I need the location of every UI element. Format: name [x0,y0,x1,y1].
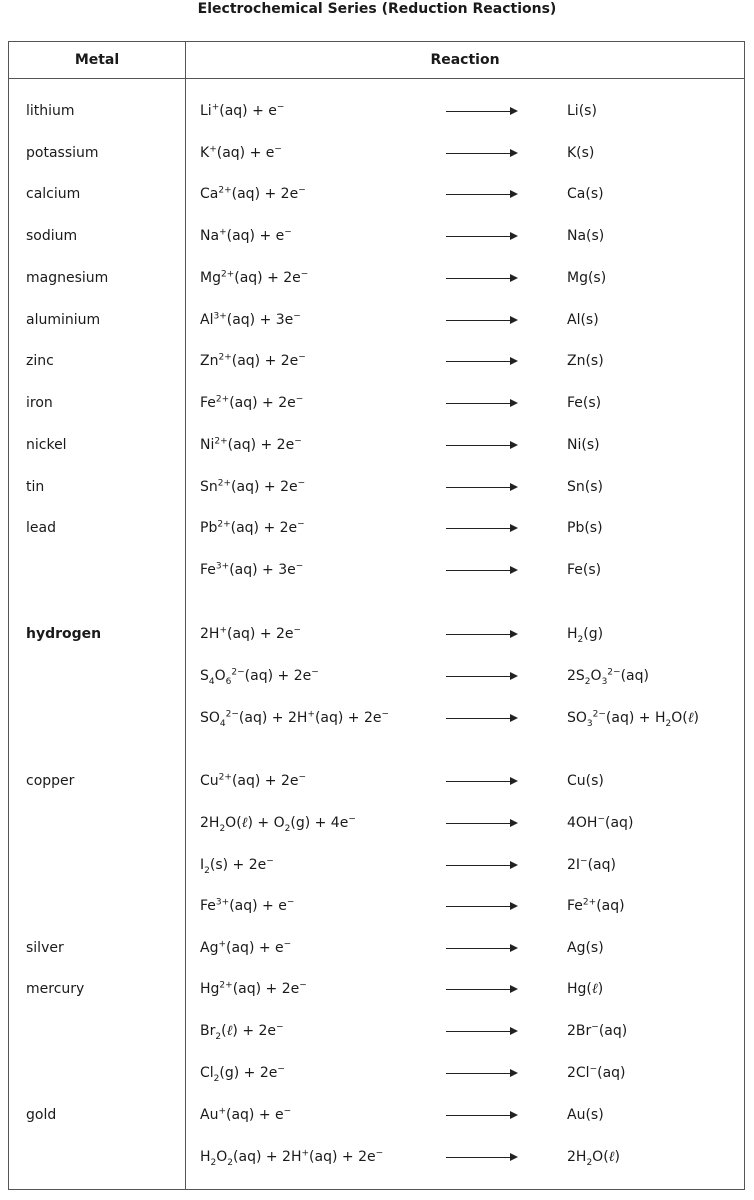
reaction-product: $2S_2O_3^{2-}(aq)$ [567,667,649,687]
reaction-arrow-icon [446,516,518,540]
table-row [9,1103,744,1127]
table-row [9,1145,744,1169]
table-row [9,811,744,835]
reaction-arrow-icon [446,349,518,373]
table-row [9,664,744,688]
reaction-arrow-icon [446,977,518,1001]
reaction-product: Ag(s) [567,940,604,956]
metal-name: copper [26,773,75,789]
table-row [9,853,744,877]
reaction-reactants: $2H_2O(\ell) + O_2(g) + 4e^-$ [200,814,356,834]
reaction-product: $2H_2O(\ell)$ [567,1149,620,1168]
reaction-product: Ca(s) [567,186,604,202]
reaction-product: Mg(s) [567,270,607,286]
reaction-arrow-icon [446,475,518,499]
reaction-arrow-icon [446,853,518,877]
table-row [9,1019,744,1043]
reaction-arrow-icon [446,1145,518,1169]
table-row [9,182,744,206]
metal-column-header: Metal [74,52,120,68]
reaction-product: Au(s) [567,1107,604,1123]
reaction-product: 2Cl−(aq) [567,1064,626,1081]
reaction-reactants: $Mg^{2+}(aq) + 2e^-$ [200,269,309,286]
reaction-reactants: $Hg^{2+}(aq) + 2e^-$ [200,980,307,997]
table-row [9,706,744,730]
reaction-product: Cu(s) [567,773,604,789]
reaction-product: K(s) [567,145,595,161]
reaction-reactants: $S_4O_6^{2-}(aq) + 2e^-$ [200,667,319,687]
reaction-product: Ni(s) [567,437,600,453]
reaction-arrow-icon [446,894,518,918]
reaction-arrow-icon [446,1103,518,1127]
reaction-arrow-icon [446,664,518,688]
reaction-arrow-icon [446,811,518,835]
table-row [9,99,744,123]
reaction-reactants: $Fe^{3+}(aq) + 3e^-$ [200,561,304,578]
reaction-product: 2I−(aq) [567,856,616,873]
page-title: Electrochemical Series (Reduction Reactions) [197,1,557,17]
table-row [9,433,744,457]
table-row [9,141,744,165]
metal-name: magnesium [26,270,109,286]
table-row [9,1061,744,1085]
metal-name: zinc [26,353,54,369]
reaction-reactants: K+(aq) + e− [200,144,282,161]
reaction-product: Fe(s) [567,395,602,411]
reaction-arrow-icon [446,391,518,415]
metal-name: sodium [26,228,78,244]
reaction-reactants: $Fe^{3+}(aq) + e^-$ [200,897,295,914]
metal-name: mercury [26,981,85,997]
table-row [9,391,744,415]
metal-name: silver [26,940,64,956]
reaction-product: Li(s) [567,103,597,119]
reaction-reactants: $Ca^{2+}(aq) + 2e^-$ [200,185,306,202]
table-row [9,936,744,960]
metal-name: lithium [26,103,75,119]
metal-name: tin [26,479,45,495]
reaction-reactants: $Fe^{2+}(aq) + 2e^-$ [200,394,304,411]
reaction-product: Na(s) [567,228,605,244]
reaction-product: $SO_3^{2-}(aq)$ + $H_2O(\ell)$ [567,709,700,729]
reaction-reactants: $Al^{3+}(aq) + 3e^-$ [200,311,301,328]
table-row [9,349,744,373]
table-row [9,977,744,1001]
reaction-arrow-icon [446,622,518,646]
metal-name: hydrogen [26,626,102,642]
reaction-arrow-icon [446,266,518,290]
table-row [9,475,744,499]
reaction-reactants: Na+(aq) + e− [200,227,292,244]
reaction-arrow-icon [446,141,518,165]
reaction-arrow-icon [446,936,518,960]
table-row [9,769,744,793]
reaction-reactants: $Cl_2(g) + 2e^-$ [200,1064,285,1084]
reaction-reactants: $Pb^{2+}(aq) + 2e^-$ [200,519,305,536]
reaction-arrow-icon [446,706,518,730]
metal-name: lead [26,520,56,536]
column-divider [185,42,186,1189]
reaction-product: 2Br−(aq) [567,1022,628,1039]
table-row [9,894,744,918]
reaction-reactants: $Ni^{2+}(aq) + 2e^-$ [200,436,302,453]
reaction-arrow-icon [446,308,518,332]
reaction-reactants: $I_2(s) + 2e^-$ [200,856,274,876]
reaction-product: $H_2(g)$ [567,626,604,645]
reaction-product: Hg(ℓ) [567,981,604,997]
reaction-product: $Fe^{2+}(aq)$ [567,897,625,914]
reaction-product: Fe(s) [567,562,602,578]
metal-name: calcium [26,186,81,202]
table-row [9,266,744,290]
reaction-product: Pb(s) [567,520,603,536]
reaction-arrow-icon [446,433,518,457]
reaction-reactants: Au+(aq) + e− [200,1106,292,1123]
reaction-product: Al(s) [567,312,599,328]
reaction-reactants: $Zn^{2+}(aq) + 2e^-$ [200,352,306,369]
reaction-reactants: Li+(aq) + e− [200,102,285,119]
reaction-arrow-icon [446,182,518,206]
reaction-reactants: $Br_2(\ell) + 2e^-$ [200,1022,284,1042]
reaction-reactants: $Cu^{2+}(aq) + 2e^-$ [200,772,307,789]
reaction-arrow-icon [446,558,518,582]
reaction-column-header: Reaction [430,52,500,68]
reaction-arrow-icon [446,769,518,793]
table-row [9,558,744,582]
reaction-product: Zn(s) [567,353,604,369]
reaction-product: Sn(s) [567,479,603,495]
table-row [9,308,744,332]
table-row [9,622,744,646]
table-row [9,224,744,248]
metal-name: potassium [26,145,99,161]
reaction-reactants: $SO_4^{2-}(aq) + 2H^+(aq) + 2e^-$ [200,709,390,729]
metal-name: aluminium [26,312,101,328]
reaction-arrow-icon [446,1019,518,1043]
metal-name: nickel [26,437,67,453]
reaction-arrow-icon [446,224,518,248]
reaction-reactants: $H_2O_2(aq) + 2H^+(aq) + 2e^-$ [200,1148,384,1168]
table-row [9,516,744,540]
metal-name: gold [26,1107,57,1123]
table-header-row [9,42,744,79]
reaction-product: 4OH−(aq) [567,814,634,831]
reaction-reactants: Ag+(aq) + e− [200,939,292,956]
reaction-arrow-icon [446,99,518,123]
reaction-reactants: 2H+(aq) + 2e− [200,625,302,642]
reaction-arrow-icon [446,1061,518,1085]
electrochemical-series-table [8,41,745,1190]
metal-name: iron [26,395,53,411]
reaction-reactants: $Sn^{2+}(aq) + 2e^-$ [200,478,306,495]
